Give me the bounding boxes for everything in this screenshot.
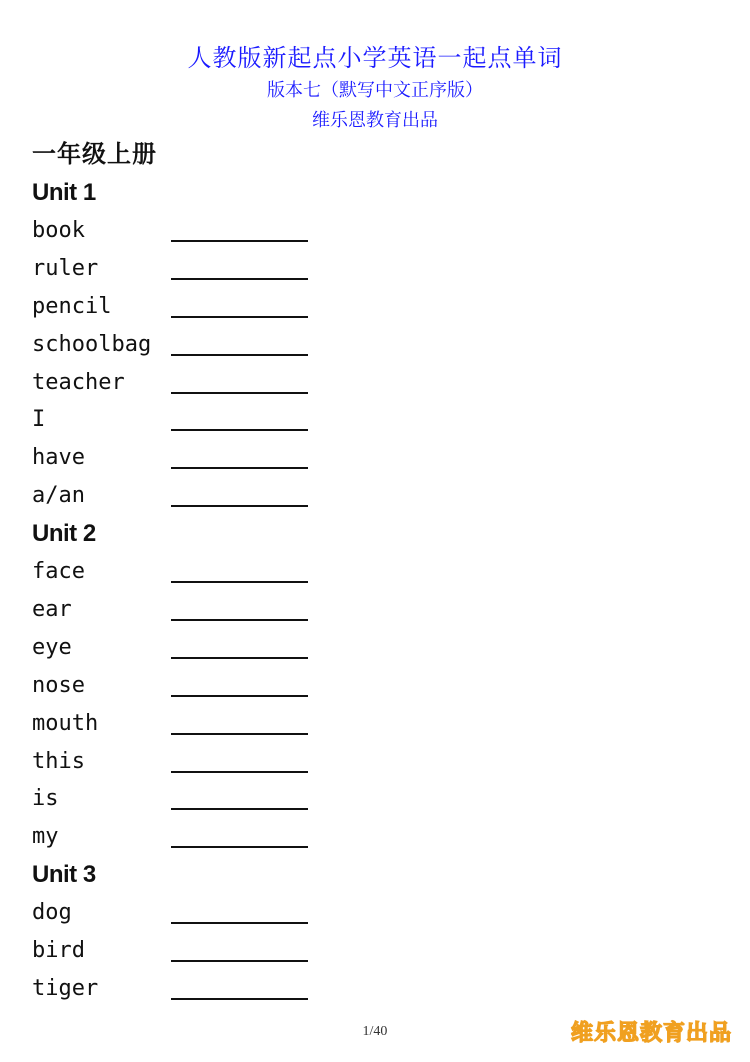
answer-blank[interactable]: [171, 505, 308, 507]
english-word: is: [32, 786, 59, 812]
word-row: [32, 553, 732, 591]
word-row: [32, 818, 732, 856]
english-word: mouth: [32, 710, 99, 736]
answer-blank[interactable]: [171, 733, 308, 735]
word-row: [32, 667, 732, 705]
english-word: this: [32, 748, 85, 774]
units-container: [32, 174, 732, 1008]
word-row: [32, 705, 732, 743]
answer-blank[interactable]: [171, 278, 308, 280]
answer-blank[interactable]: [171, 316, 308, 318]
word-row: [32, 629, 732, 667]
version-subtitle: 版本七（默写中文正序版）: [267, 80, 483, 101]
english-word: I: [32, 407, 46, 433]
answer-blank[interactable]: [171, 960, 308, 962]
word-row: [32, 477, 732, 515]
unit-title: Unit 2: [32, 520, 96, 548]
english-word: book: [32, 218, 85, 243]
word-list-content: [32, 136, 732, 1008]
answer-blank[interactable]: [171, 581, 308, 583]
answer-blank[interactable]: [171, 998, 308, 1000]
word-row: [32, 743, 732, 781]
unit-title: Unit 1: [32, 179, 96, 206]
word-row: [32, 364, 732, 402]
word-row: [32, 288, 732, 326]
document-header: [0, 40, 750, 136]
word-row: [32, 401, 732, 439]
answer-blank[interactable]: [171, 354, 308, 356]
english-word: face: [32, 559, 85, 585]
answer-blank[interactable]: [171, 846, 308, 848]
english-word: dog: [32, 900, 72, 926]
word-row: [32, 780, 732, 818]
word-row: [32, 970, 732, 1008]
document-title: 人教版新起点小学英语一起点单词: [187, 44, 563, 72]
answer-blank[interactable]: [171, 429, 308, 431]
english-word: tiger: [32, 976, 99, 1002]
unit-title: Unit 3: [32, 861, 96, 889]
word-row: [32, 212, 732, 250]
word-row: [32, 326, 732, 364]
answer-blank[interactable]: [171, 619, 308, 621]
word-row: [32, 932, 732, 970]
word-row: [32, 250, 732, 288]
english-word: ear: [32, 597, 72, 623]
english-word: have: [32, 445, 85, 471]
english-word: bird: [32, 938, 85, 964]
word-row: [32, 894, 732, 932]
answer-blank[interactable]: [171, 240, 308, 242]
word-row: [32, 439, 732, 477]
english-word: pencil: [32, 293, 112, 319]
english-word: eye: [32, 634, 72, 660]
word-row: [32, 591, 732, 629]
answer-blank[interactable]: [171, 771, 308, 773]
answer-blank[interactable]: [171, 808, 308, 810]
english-word: a/an: [32, 483, 85, 509]
english-word: nose: [32, 672, 85, 698]
publisher-subtitle: 维乐恩教育出品: [312, 110, 438, 131]
grade-heading: 一年级上册: [32, 141, 157, 168]
answer-blank[interactable]: [171, 922, 308, 924]
answer-blank[interactable]: [171, 467, 308, 469]
english-word: my: [32, 824, 59, 850]
english-word: ruler: [32, 255, 99, 281]
answer-blank[interactable]: [171, 695, 308, 697]
english-word: schoolbag: [32, 331, 152, 357]
answer-blank[interactable]: [171, 392, 308, 394]
answer-blank[interactable]: [171, 657, 308, 659]
english-word: teacher: [32, 369, 125, 395]
publisher-watermark: 维乐恩教育出品: [570, 1021, 732, 1046]
page-number: 1/40: [362, 1024, 388, 1039]
